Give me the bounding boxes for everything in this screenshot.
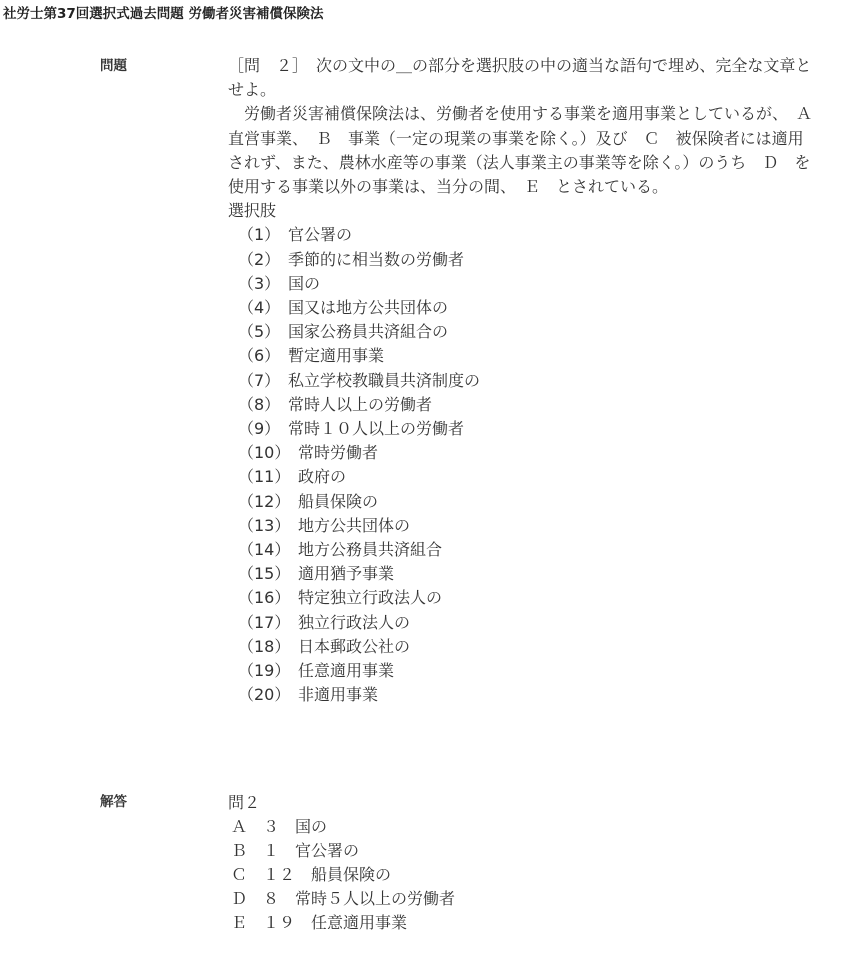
choice-item	[238, 223, 818, 247]
choice-text: 非適用事業	[298, 685, 379, 705]
choice-text: 船員保険の	[298, 491, 379, 511]
choice-number: （8）	[238, 394, 281, 414]
choice-number: （14）	[238, 540, 291, 560]
choice-text: 政府の	[298, 467, 347, 487]
choice-number: （3）	[238, 273, 281, 293]
choice-item	[238, 369, 818, 393]
answer-list	[228, 815, 455, 935]
choice-item	[238, 248, 818, 272]
choice-number: （7）	[238, 370, 281, 390]
choice-item	[238, 344, 818, 368]
choice-text: 任意適用事業	[298, 661, 395, 681]
choice-text: 日本郵政公社の	[298, 636, 411, 656]
answer-block	[228, 791, 455, 935]
choice-text: 官公署の	[288, 225, 353, 245]
choice-text: 国家公務員共済組合の	[288, 322, 449, 342]
choice-number: （12）	[238, 491, 291, 511]
question-block	[228, 54, 829, 707]
choice-item	[238, 296, 818, 320]
question-prompt: ［問 ２］ 次の文中の＿の部分を選択肢の中の適当な語句で埋め、完全な文章とせよ。	[228, 56, 812, 100]
choice-item	[238, 611, 818, 635]
choice-number: （4）	[238, 298, 281, 318]
choice-number: （2）	[238, 249, 281, 269]
answer-item: Ｃ １２ 船員保険の	[231, 865, 392, 884]
page-title: 社労士第37回選択式過去問題 労働者災害補償保険法	[3, 6, 324, 22]
choice-number: （16）	[238, 588, 291, 608]
choice-number: （10）	[238, 443, 291, 463]
choice-number: （17）	[238, 612, 291, 632]
choice-item	[238, 586, 818, 610]
choice-number: （9）	[238, 419, 281, 439]
choices-heading: 選択肢	[228, 201, 277, 221]
choice-list	[228, 223, 818, 707]
choice-number: （20）	[238, 685, 291, 705]
choice-text: 地方公務員共済組合	[298, 540, 443, 560]
choice-text: 常時人以上の労働者	[288, 394, 433, 414]
choice-text: 適用猶予事業	[298, 564, 395, 584]
choice-number: （13）	[238, 515, 291, 535]
choice-text: 常時１０人以上の労働者	[288, 419, 465, 439]
choice-text: 独立行政法人の	[298, 612, 411, 632]
answer-label: 解答	[100, 794, 127, 810]
choice-text: 国の	[288, 273, 321, 293]
choice-item	[238, 393, 818, 417]
choice-number: （18）	[238, 636, 291, 656]
choice-item	[238, 490, 818, 514]
answer-item: Ｂ １ 官公署の	[231, 841, 360, 860]
answer-item: Ａ ３ 国の	[231, 817, 328, 836]
question-label: 問題	[100, 58, 127, 74]
choice-item	[238, 272, 818, 296]
choice-number: （19）	[238, 661, 291, 681]
choice-text: 常時労働者	[298, 443, 379, 463]
answer-item: Ｅ １９ 任意適用事業	[231, 913, 408, 932]
choice-number: （11）	[238, 467, 291, 487]
choice-item	[238, 659, 818, 683]
choice-item	[238, 320, 818, 344]
choice-item	[238, 417, 818, 441]
choice-item	[238, 562, 818, 586]
choice-text: 季節的に相当数の労働者	[288, 249, 465, 269]
answer-item: Ｄ ８ 常時５人以上の労働者	[231, 889, 456, 908]
choice-item	[238, 514, 818, 538]
choice-number: （15）	[238, 564, 291, 584]
choice-number: （1）	[238, 225, 281, 245]
choice-text: 地方公共団体の	[298, 515, 411, 535]
question-body: 労働者災害補償保険法は、労働者を使用する事業を適用事業としているが、 Ａ 直営事業、 Ｂ 事業（一定の現業の事業を除く。）及び Ｃ 被保険者には適用されず、また、農林水産等の事業（法人事業主の事業等を除く。）のうち Ｄ を使用する事業以外の事業は、当分の間、 Ｅ とされている。	[228, 104, 829, 197]
choice-text: 暫定適用事業	[288, 346, 385, 366]
choice-number: （5）	[238, 322, 281, 342]
answer-heading: 問２	[228, 793, 261, 812]
choice-number: （6）	[238, 346, 281, 366]
choice-item	[238, 441, 818, 465]
choice-text: 特定独立行政法人の	[298, 588, 443, 608]
choice-text: 国又は地方公共団体の	[288, 298, 449, 318]
choice-item	[238, 683, 818, 707]
choice-item	[238, 538, 818, 562]
choice-text: 私立学校教職員共済制度の	[288, 370, 481, 390]
choice-item	[238, 635, 818, 659]
choice-item	[238, 465, 818, 489]
